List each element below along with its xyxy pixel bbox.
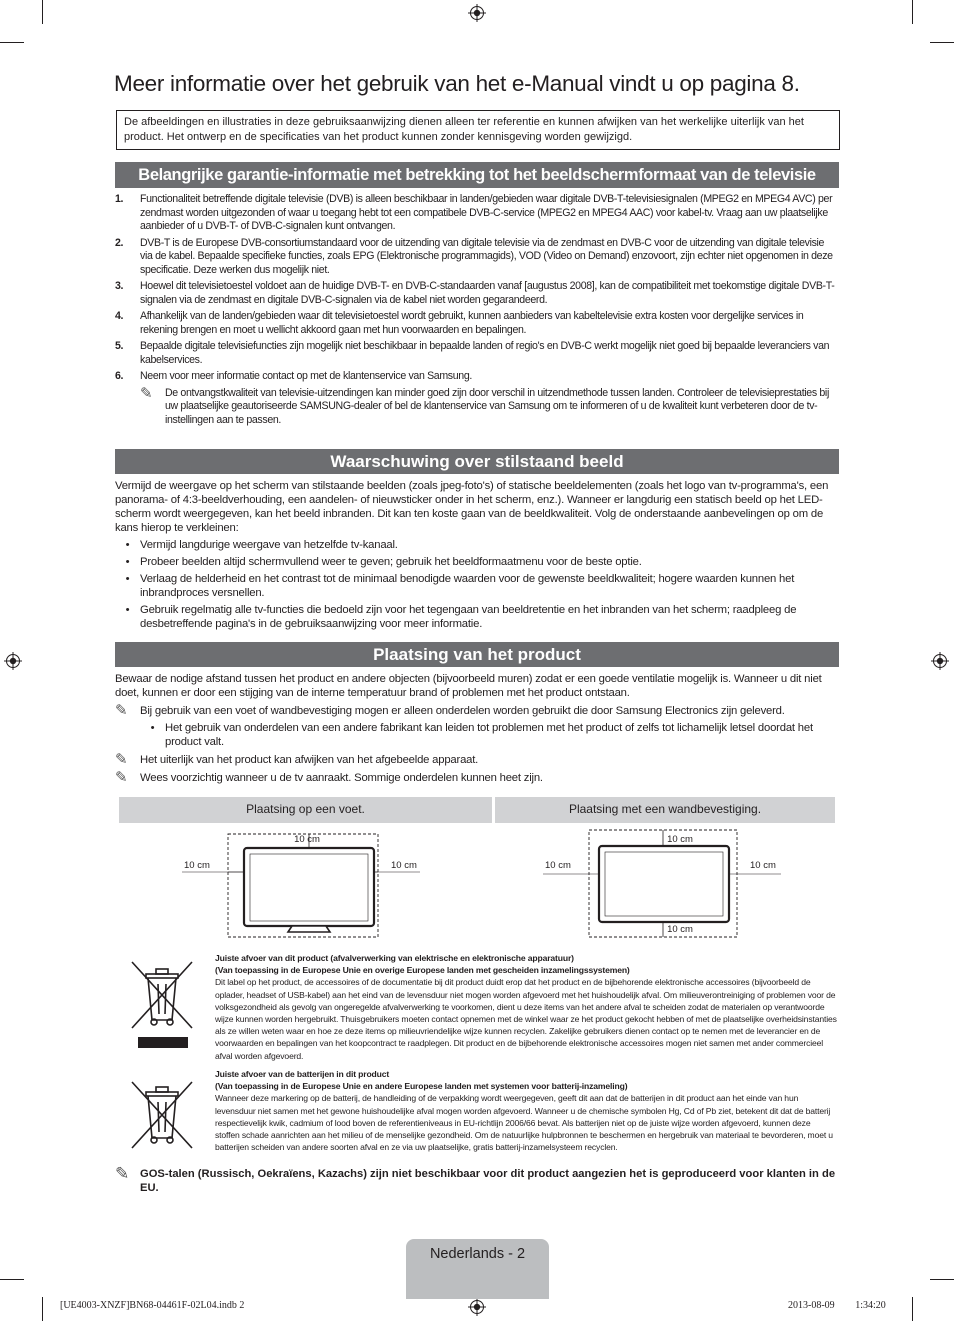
item-number: 3. [115,280,124,292]
crop-mark [930,1279,954,1280]
list-item [115,193,839,234]
pencil-note-icon: ✎ [140,384,153,402]
bullet-text: Het gebruik van onderdelen van een andere fabrikant kan leiden tot problemen met het product of zelfs tot lichamelijk letsel doordat het product valt. [165,722,813,748]
top-distance-label: 10 cm [667,834,693,845]
note-text: Bij gebruik van een voet of wandbevestiging mogen er alleen onderdelen worden gebruikt die door Samsung Electronics zijn geleverd. [140,705,785,717]
disposal-body: Dit label op het product, de accessoires of de documentatie bij dit product duidt erop dat het product en de bijbehorende elektronische accessoires (bijvoorbeeld de oplader, headset of USB-kabel) aan het eind van de levensduur niet mogen worden afgevoerd met het huishoudelijk afval. Om milieuverontreiniging of problemen voor de volksgezondheid als gevolg van ongeregelde afvalverwerking te voorkomen, dient u deze items van het andere afval te scheiden zodat de materialen op verantwoorde wijze kunnen worden hergebruikt. Thuisgebruikers moeten contact opnemen met de winkel waar ze het product gekocht hebben of met de plaatselijke overheidsinstanties als ze willen weten waar en hoe ze deze items op milieuvriendelijke wijze kunnen recyclen. Zakelijke gebruikers dienen contact op te nemen met de leverancier en de voorwaarden en bepalingen van het koopcontract te raadplegen. Dit product en de bijbehorende elektronische accessoires mogen niet samen met ander commercieel afval worden afgevoerd. [215,977,837,1061]
item-number: 4. [115,310,124,322]
item-text: Bepaalde digitale televisiefuncties zijn mogelijk niet beschikbaar in bepaalde landen of regio's en DVB-C werkt mogelijk niet goed bij bepaalde leveranciers van kabelservices. [140,340,830,366]
pencil-note-icon: ✎ [115,769,128,786]
disposal-heading: Juiste afvoer van de batterijen in dit product [215,1069,390,1079]
item-text: Hoewel dit televisietoestel voldoet aan de huidige DVB-T- en DVB-C-standaarden vanaf [augustus 2008], kan de compatibiliteit met toekomstige digitale DVB-T-signalen via de zendmast en digitale DVB-C-signalen via de kabel niet worden gegarandeerd. [140,280,835,306]
list-item [115,538,839,552]
list-item [115,340,839,367]
warranty-heading: Belangrijke garantie-informatie met betrekking tot het beeldschermformaat van de televisie [115,162,839,188]
item-number: 6. [115,370,124,382]
crossed-bin-battery-icon [128,1080,196,1152]
registration-mark-icon [468,1298,486,1316]
disposal-body: Wanneer deze markering op de batterij, de handleiding of de verpakking wordt weergegeven, geeft dit aan dat de batterijen in dit product aan het einde van hun levensduur niet samen met het gewone huishoudelijke afval mogen worden afgevoerd. Wanneer u de chemische symbolen Hg, Cd of Pb ziet, betekent dit dat de batterij respectievelijk kwik, cadmium of lood boven de referentieniveaus in EU-richtlijn 2006/66 bevat. Als batterijen niet op de juiste wijze worden afgevoerd, kunnen deze stoffen schade aanrichten aan het milieu of de menselijke gezondheid. Om de natuurlijke hulpbronnen te beschermen en hergebruik van materiaal te bevorderen, moet u batterijen scheiden van andere soorten afval en ze via uw plaatselijke, gratis batterij-inzamelsysteem recyclen. [215,1093,833,1153]
disposal-subheading: (Van toepassing in de Europese Unie en andere Europese landen met systemen voor batterij-inzameling) [215,1081,628,1092]
still-image-body [115,479,839,631]
bullet: • [125,539,130,551]
tv-stand [288,926,330,932]
placement-body [115,672,839,785]
note [115,704,839,718]
disposal-subheading: (Van toepassing in de Europese Unie en overige Europese landen met gescheiden inzamelingssystemen) [215,965,630,976]
top-distance-label: 10 cm [294,834,320,845]
item-number: 2. [115,236,124,249]
registration-mark-icon [931,652,949,670]
left-distance-label: 10 cm [184,860,210,871]
list-item [115,237,839,278]
crop-mark [0,1279,24,1280]
tv-frame [244,848,374,926]
item-number: 1. [115,193,124,205]
pencil-note-icon: ✎ [115,1164,130,1183]
disclaimer-box: De afbeeldingen en illustraties in deze gebruiksaanwijzing dienen alleen ter referentie en kunnen afwijken van het werkelijke uiterlijk van het product. Het ontwerp en de specificaties van het product kunnen zonder kennisgeving worden gewijzigd. [116,110,840,150]
wall-placement-diagram [543,828,783,940]
placement-heading: Plaatsing van het product [115,642,839,667]
list-item [115,603,839,631]
warranty-list [115,193,839,427]
list-item [115,555,839,569]
placement-table-header [119,797,835,823]
col-wall: Plaatsing met een wandbevestiging. [495,797,835,823]
page-number-tab: Nederlands - 2 [406,1239,549,1299]
stand-placement-diagram [180,826,430,938]
still-image-intro: Vermijd de weergave op het scherm van stilstaande beelden (zoals jpeg-foto's) of statische beeldelementen (zoals het logo van tv-programma's, een panorama- of 4:3-beeldverhouding, een aandelen- of nieuwsticker onder in het scherm, enz.). Wanneer er langdurig een statisch beeld op het LED-scherm wordt weergegeven, kan het beeld inbranden. Dit kan ten koste gaan van de beeldkwaliteit. Volg de onderstaande aanbevelingen op om de kans hierop te verkleinen: [115,480,829,534]
battery-disposal-text [215,1068,837,1153]
product-disposal-text [215,952,837,1062]
crop-mark [912,1297,913,1321]
item-text: Functionaliteit betreffende digitale televisie (DVB) is alleen beschikbaar in landen/gebieden waar digitale DVB-T-televisiesignalen (MPEG2 en MPEG4 AVC) per zendmast worden uitgezonden of waar u toegang hebt tot een compatibele DVB-C-service (MPEG2 en MPEG4 AAC) voor kabel-tv. Vraag aan uw plaatselijke aanbieder of u DVB-T- of DVB-C-signalen kunt ontvangen. [140,193,833,232]
note-text: Het uiterlijk van het product kan afwijken van het afgebeelde apparaat. [140,754,479,766]
still-image-heading: Waarschuwing over stilstaand beeld [115,449,839,474]
note-text: Wees voorzichtig wanneer u de tv aanraakt. Sommige onderdelen kunnen heet zijn. [140,772,543,784]
gos-note [115,1164,837,1195]
warranty-subnote [140,384,839,428]
bullet: • [150,722,155,734]
bullet: • [125,556,130,568]
col-stand: Plaatsing op een voet. [119,797,492,823]
page-title: Meer informatie over het gebruik van het e-Manual vindt u op pagina 8. [114,71,800,96]
right-distance-label: 10 cm [391,860,417,871]
crop-mark [42,0,43,24]
registration-mark-icon [4,652,22,670]
tv-frame [599,846,729,922]
slug-right: 2013-08-09 ￿￿ 1:34:20 [788,1300,886,1311]
bullet-text: Probeer beelden altijd schermvullend weer te geven; gebruik het beeldformaatmenu voor de beste optie. [140,556,642,568]
list-item [115,280,839,307]
left-distance-label: 10 cm [545,860,571,871]
list-item [115,572,839,600]
subnote-text: De ontvangstkwaliteit van televisie-uitzendingen kan minder goed zijn door verschil in uitzendmethode tussen landen. Controleer de televisieprestaties bij uw plaatselijke geautoriseerde SAMSUNG-dealer of bel de klantenservice van Samsung om te informeren of u de kwaliteit kunt verbeteren door de tv-instellingen aan te passen. [165,386,829,426]
crop-mark [0,42,24,43]
bottom-distance-label: 10 cm [667,924,693,935]
item-text: Neem voor meer informatie contact op met de klantenservice van Samsung. [140,370,472,382]
list-item [115,370,839,384]
note [115,753,839,767]
list-item [115,310,839,337]
item-text: DVB-T is de Europese DVB-consortiumstandaard voor de uitzending van digitale televisie via de zendmast en DVB-C voor de uitzending van digitale televisie via de kabel. Bepaalde specifieke functies, zoals EPG (Elektronische programmagids), VOD (Video on Demand) enzovoort, zijn echter niet opgenomen in deze specificatie. Deze werken dus mogelijk niet. [140,236,833,276]
placement-intro: Bewaar de nodige afstand tussen het product en andere objecten (bijvoorbeeld muren) zodat er een goede ventilatie mogelijk is. Wanneer u dit niet doet, kunnen er door een stijging van de interne temperatuur brand of problemen met het product ontstaan. [115,673,822,699]
note [115,771,839,785]
black-bar [138,1037,188,1048]
crop-mark [912,0,913,24]
bullet-text: Gebruik regelmatig alle tv-functies die bedoeld zijn voor het tegengaan van beeldretentie en het inbranden van het scherm; raadpleeg de desbetreffende pagina's in de gebruiksaanwijzing voor meer informatie. [140,604,797,630]
bullet-text: Vermijd langdurige weergave van hetzelfde tv-kanaal. [140,539,398,551]
item-number: 5. [115,340,124,352]
pencil-note-icon: ✎ [115,751,128,768]
pencil-note-icon: ✎ [115,702,128,719]
right-distance-label: 10 cm [750,860,776,871]
crop-mark [42,1297,43,1321]
crop-mark [930,42,954,43]
bullet: • [125,573,130,585]
slug-left: [UE4003-XNZF]BN68-04461F-02L04.indb 2 [60,1300,245,1311]
gos-note-text: GOS-talen (Russisch, Oekraïens, Kazachs) zijn niet beschikbaar voor dit product aangezien het is geproduceerd voor klanten in de EU. [140,1168,836,1194]
bullet-text: Verlaag de helderheid en het contrast tot de minimaal benodigde waarden voor de gewenste beeldkwaliteit; hogere waarden kunnen het inbrandproces versnellen. [140,573,795,599]
registration-mark-icon [468,4,486,22]
crossed-bin-icon [128,958,196,1050]
list-item [140,721,839,749]
disposal-heading: Juiste afvoer van dit product (afvalverwerking van elektrische en elektronische apparatuur) [215,953,574,963]
bullet: • [125,604,130,616]
item-text: Afhankelijk van de landen/gebieden waar dit televisietoestel wordt gebruikt, kunnen aanbieders van kabeltelevisie extra kosten voor dergelijke services in rekening brengen en moet u wellicht akkoord gaan met hun voorwaarden en bepalingen. [140,310,804,336]
